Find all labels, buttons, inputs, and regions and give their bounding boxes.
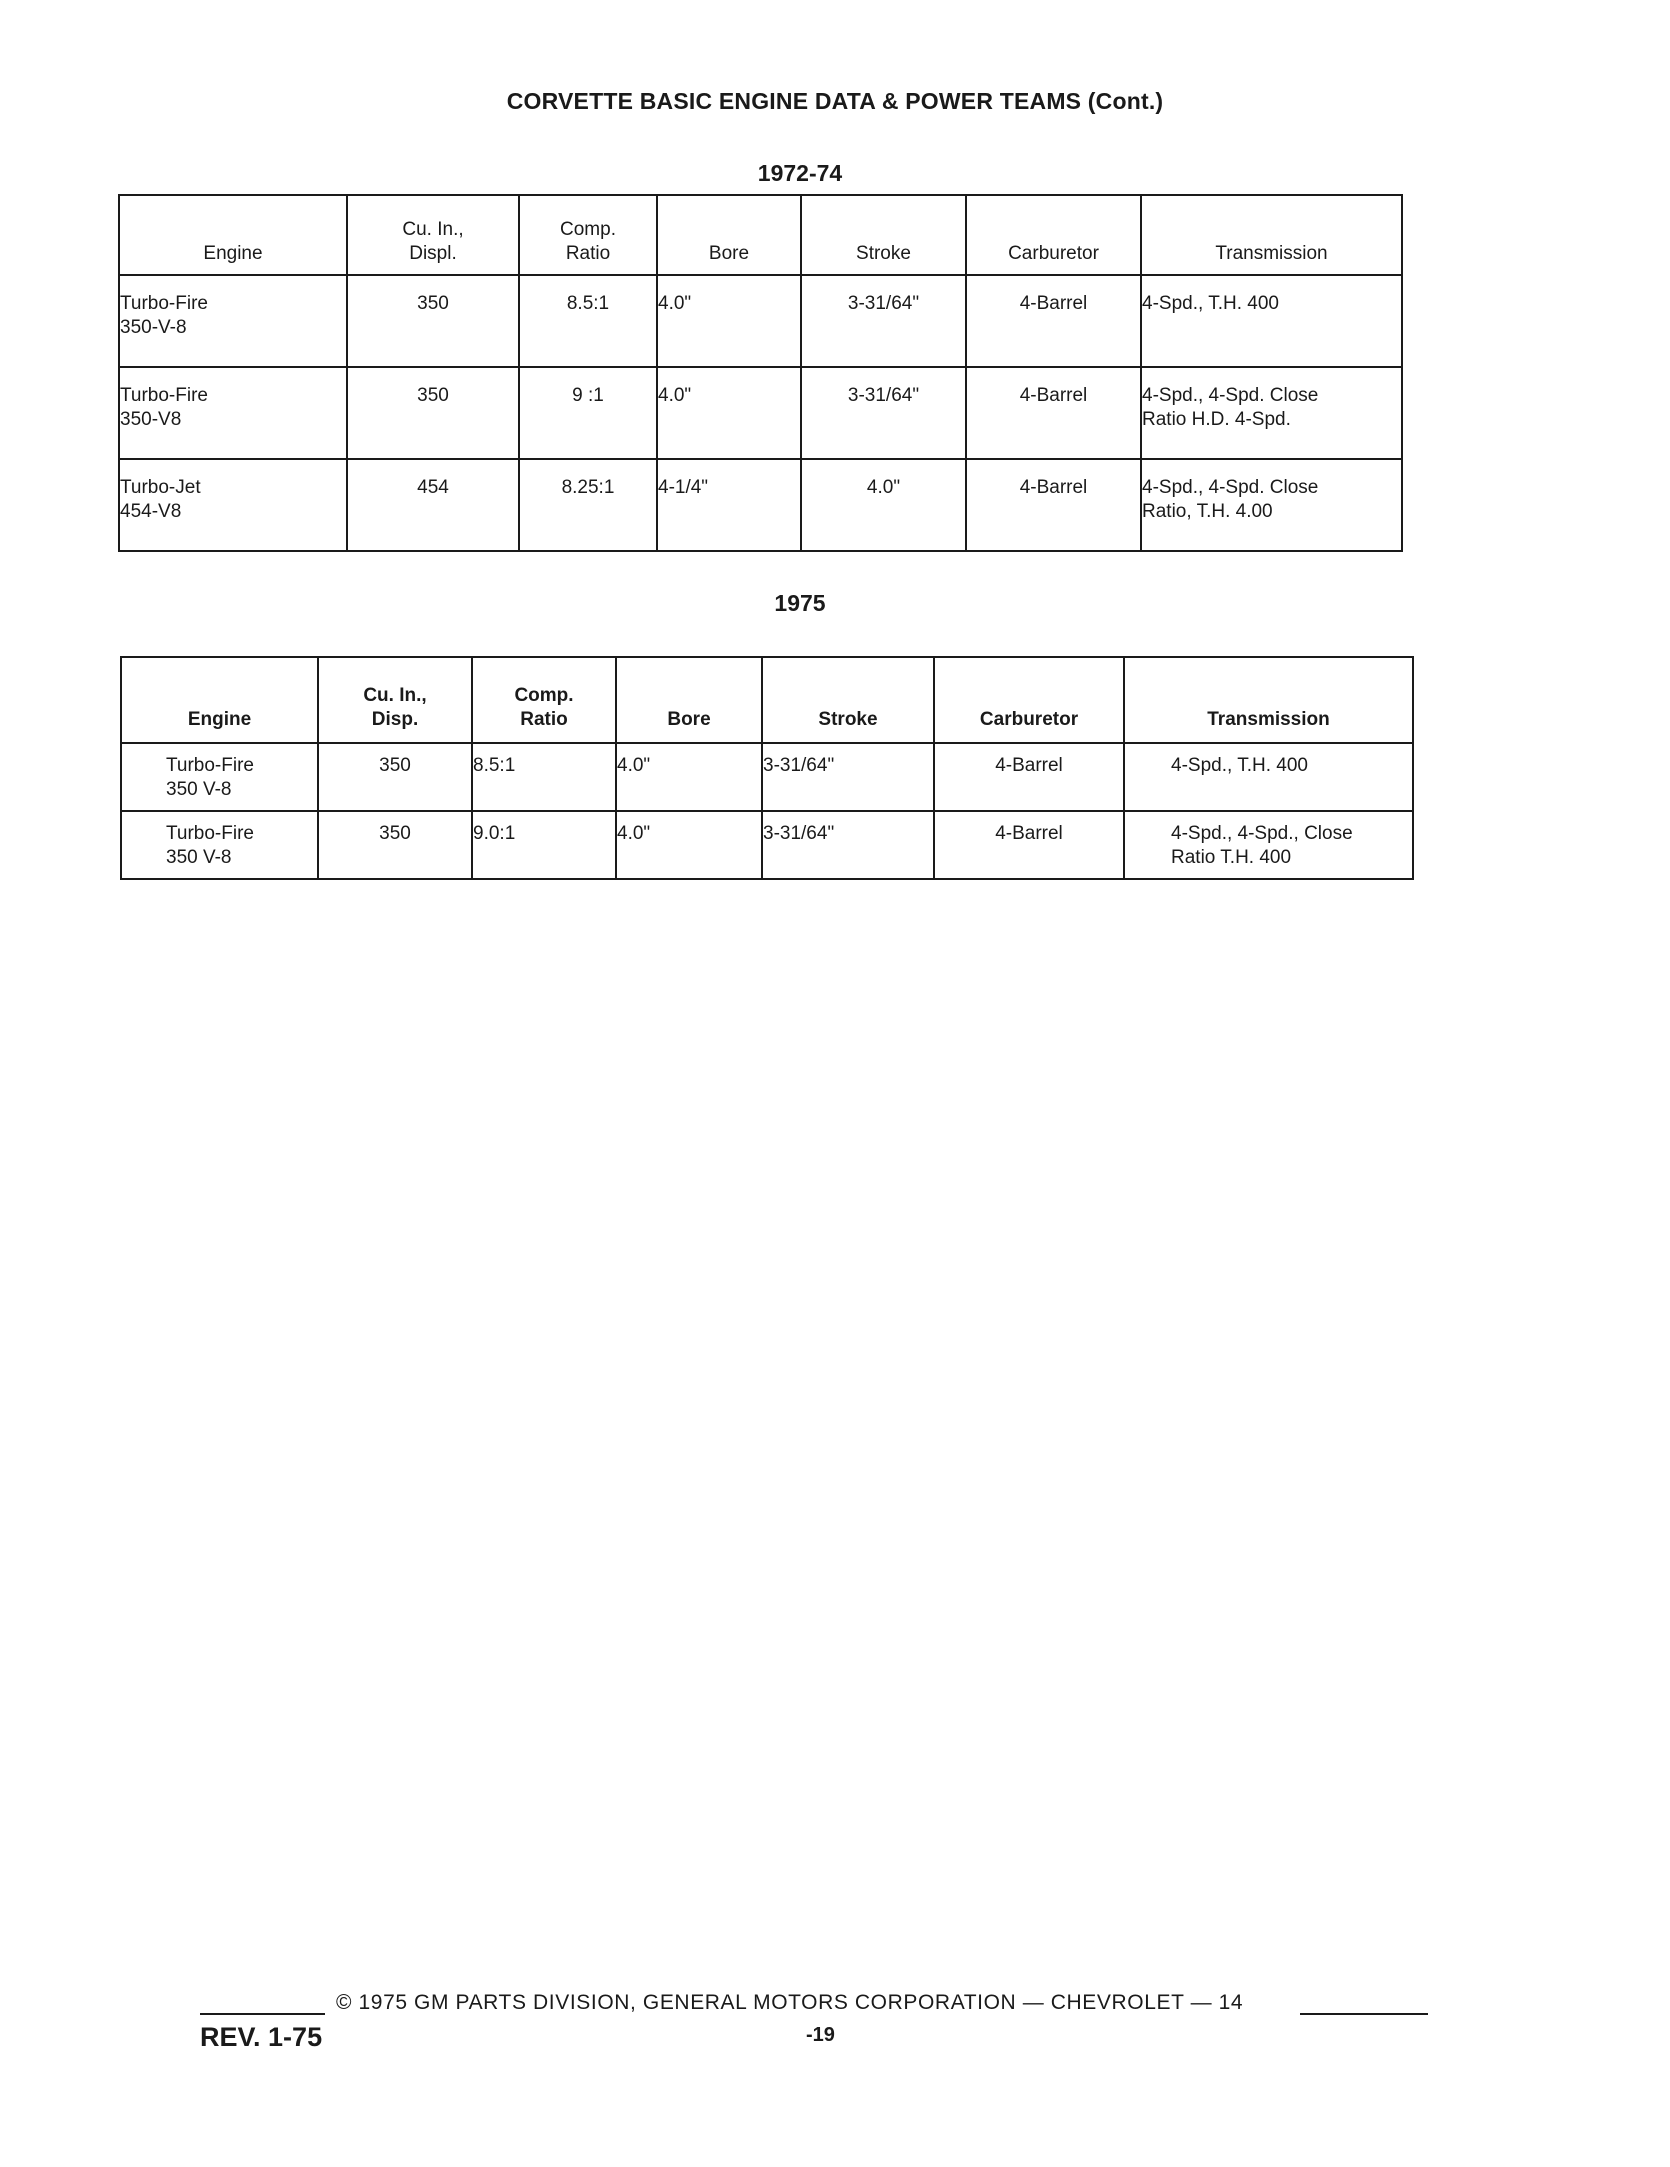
header-displacement-line2: Disp. [371, 709, 419, 730]
header-bore [657, 195, 801, 275]
cell-stroke: 3-31/64" [801, 367, 966, 459]
cell-stroke: 4.0" [801, 459, 966, 551]
footer-rule-left [200, 2013, 325, 2015]
header-stroke [762, 657, 934, 743]
cell-stroke: 3-31/64" [762, 743, 934, 811]
cell-displacement: 350 [347, 275, 519, 367]
page-number: -19 [806, 2024, 835, 2046]
header-carburetor [966, 195, 1141, 275]
header-bore-label: Bore [667, 709, 711, 730]
table-row [119, 367, 1402, 459]
cell-comp-ratio: 9 :1 [519, 367, 657, 459]
header-transmission [1141, 195, 1402, 275]
cell-bore: 4.0" [657, 275, 801, 367]
engine-type: 350-V-8 [120, 317, 187, 338]
footer-rule-right [1300, 2013, 1428, 2015]
transmission-line2: Ratio H.D. 4-Spd. [1142, 409, 1291, 430]
engine-type: 350 V-8 [166, 779, 232, 800]
header-carburetor-label: Carburetor [1008, 243, 1099, 264]
header-ratio-line2: Ratio [565, 243, 611, 264]
header-bore [616, 657, 762, 743]
section-year-1972-74: 1972-74 [757, 160, 843, 186]
cell-engine [119, 275, 347, 367]
header-engine [119, 195, 347, 275]
cell-transmission [1124, 811, 1413, 879]
section-year-1975: 1975 [774, 590, 826, 616]
cell-stroke: 3-31/64" [762, 811, 934, 879]
header-carburetor-label: Carburetor [979, 709, 1079, 730]
header-ratio-line2: Ratio [520, 709, 568, 730]
transmission-line1: 4-Spd., 4-Spd. Close [1142, 477, 1319, 498]
cell-carburetor: 4-Barrel [934, 743, 1124, 811]
cell-displacement: 350 [347, 367, 519, 459]
engine-name: Turbo-Fire [120, 293, 208, 314]
engine-name: Turbo-Fire [120, 385, 208, 406]
table-row [119, 275, 1402, 367]
header-displacement-line1: Cu. In., [363, 685, 427, 706]
footer [0, 1991, 1670, 2021]
cell-engine [119, 367, 347, 459]
engine-type: 350 V-8 [166, 847, 232, 868]
header-displacement-line1: Cu. In., [402, 219, 464, 240]
header-displacement [347, 195, 519, 275]
header-engine-label: Engine [203, 243, 263, 264]
cell-engine [119, 459, 347, 551]
header-transmission [1124, 657, 1413, 743]
header-comp-ratio [472, 657, 616, 743]
cell-comp-ratio: 8.25:1 [519, 459, 657, 551]
header-stroke-label: Stroke [818, 709, 878, 730]
header-displacement [318, 657, 472, 743]
engine-type: 350-V8 [120, 409, 182, 430]
cell-transmission [1141, 459, 1402, 551]
engine-name: Turbo-Fire [166, 823, 254, 844]
header-stroke-label: Stroke [856, 243, 911, 264]
table-row [121, 811, 1413, 879]
engine-type: 454-V8 [120, 501, 182, 522]
cell-comp-ratio: 9.0:1 [472, 811, 616, 879]
transmission-line2: Ratio T.H. 400 [1171, 847, 1292, 868]
header-engine-label: Engine [187, 709, 252, 730]
header-engine [121, 657, 318, 743]
header-ratio-line1: Comp. [560, 219, 616, 240]
cell-bore: 4.0" [616, 811, 762, 879]
cell-engine [121, 811, 318, 879]
header-stroke [801, 195, 966, 275]
header-comp-ratio [519, 195, 657, 275]
engine-name: Turbo-Fire [166, 755, 254, 776]
cell-displacement: 454 [347, 459, 519, 551]
cell-comp-ratio: 8.5:1 [519, 275, 657, 367]
cell-bore: 4.0" [657, 367, 801, 459]
revision-label: REV. 1-75 [200, 2022, 323, 2052]
table-row [119, 459, 1402, 551]
header-transmission-label: Transmission [1215, 243, 1328, 264]
cell-transmission [1124, 743, 1413, 811]
cell-bore: 4.0" [616, 743, 762, 811]
cell-stroke: 3-31/64" [801, 275, 966, 367]
transmission-line2: Ratio, T.H. 4.00 [1142, 501, 1273, 522]
cell-bore: 4-1/4" [657, 459, 801, 551]
table-row [121, 743, 1413, 811]
cell-displacement: 350 [318, 743, 472, 811]
cell-carburetor: 4-Barrel [966, 459, 1141, 551]
cell-carburetor: 4-Barrel [966, 275, 1141, 367]
cell-carburetor: 4-Barrel [966, 367, 1141, 459]
transmission-line1: 4-Spd., 4-Spd. Close [1142, 385, 1319, 406]
cell-transmission [1141, 275, 1402, 367]
cell-engine [121, 743, 318, 811]
page-title: CORVETTE BASIC ENGINE DATA & POWER TEAMS (Cont.) [506, 88, 1164, 114]
engine-table-1975 [120, 656, 1414, 880]
transmission-line1: 4-Spd., 4-Spd., Close [1171, 823, 1353, 844]
table-header-row [119, 195, 1402, 275]
engine-name: Turbo-Jet [120, 477, 201, 498]
header-displacement-line2: Displ. [409, 243, 457, 264]
cell-comp-ratio: 8.5:1 [472, 743, 616, 811]
transmission-line1: 4-Spd., T.H. 400 [1142, 293, 1279, 314]
engine-table-1972-74 [118, 194, 1403, 552]
table-header-row [121, 657, 1413, 743]
cell-transmission [1141, 367, 1402, 459]
footer-copyright: © 1975 GM PARTS DIVISION, GENERAL MOTORS CORPORATION — CHEVROLET — 14 [336, 1991, 1244, 2014]
header-bore-label: Bore [708, 243, 750, 264]
cell-displacement: 350 [318, 811, 472, 879]
transmission-line1: 4-Spd., T.H. 400 [1171, 755, 1308, 776]
header-carburetor [934, 657, 1124, 743]
header-ratio-line1: Comp. [514, 685, 574, 706]
cell-carburetor: 4-Barrel [934, 811, 1124, 879]
header-transmission-label: Transmission [1207, 709, 1330, 730]
